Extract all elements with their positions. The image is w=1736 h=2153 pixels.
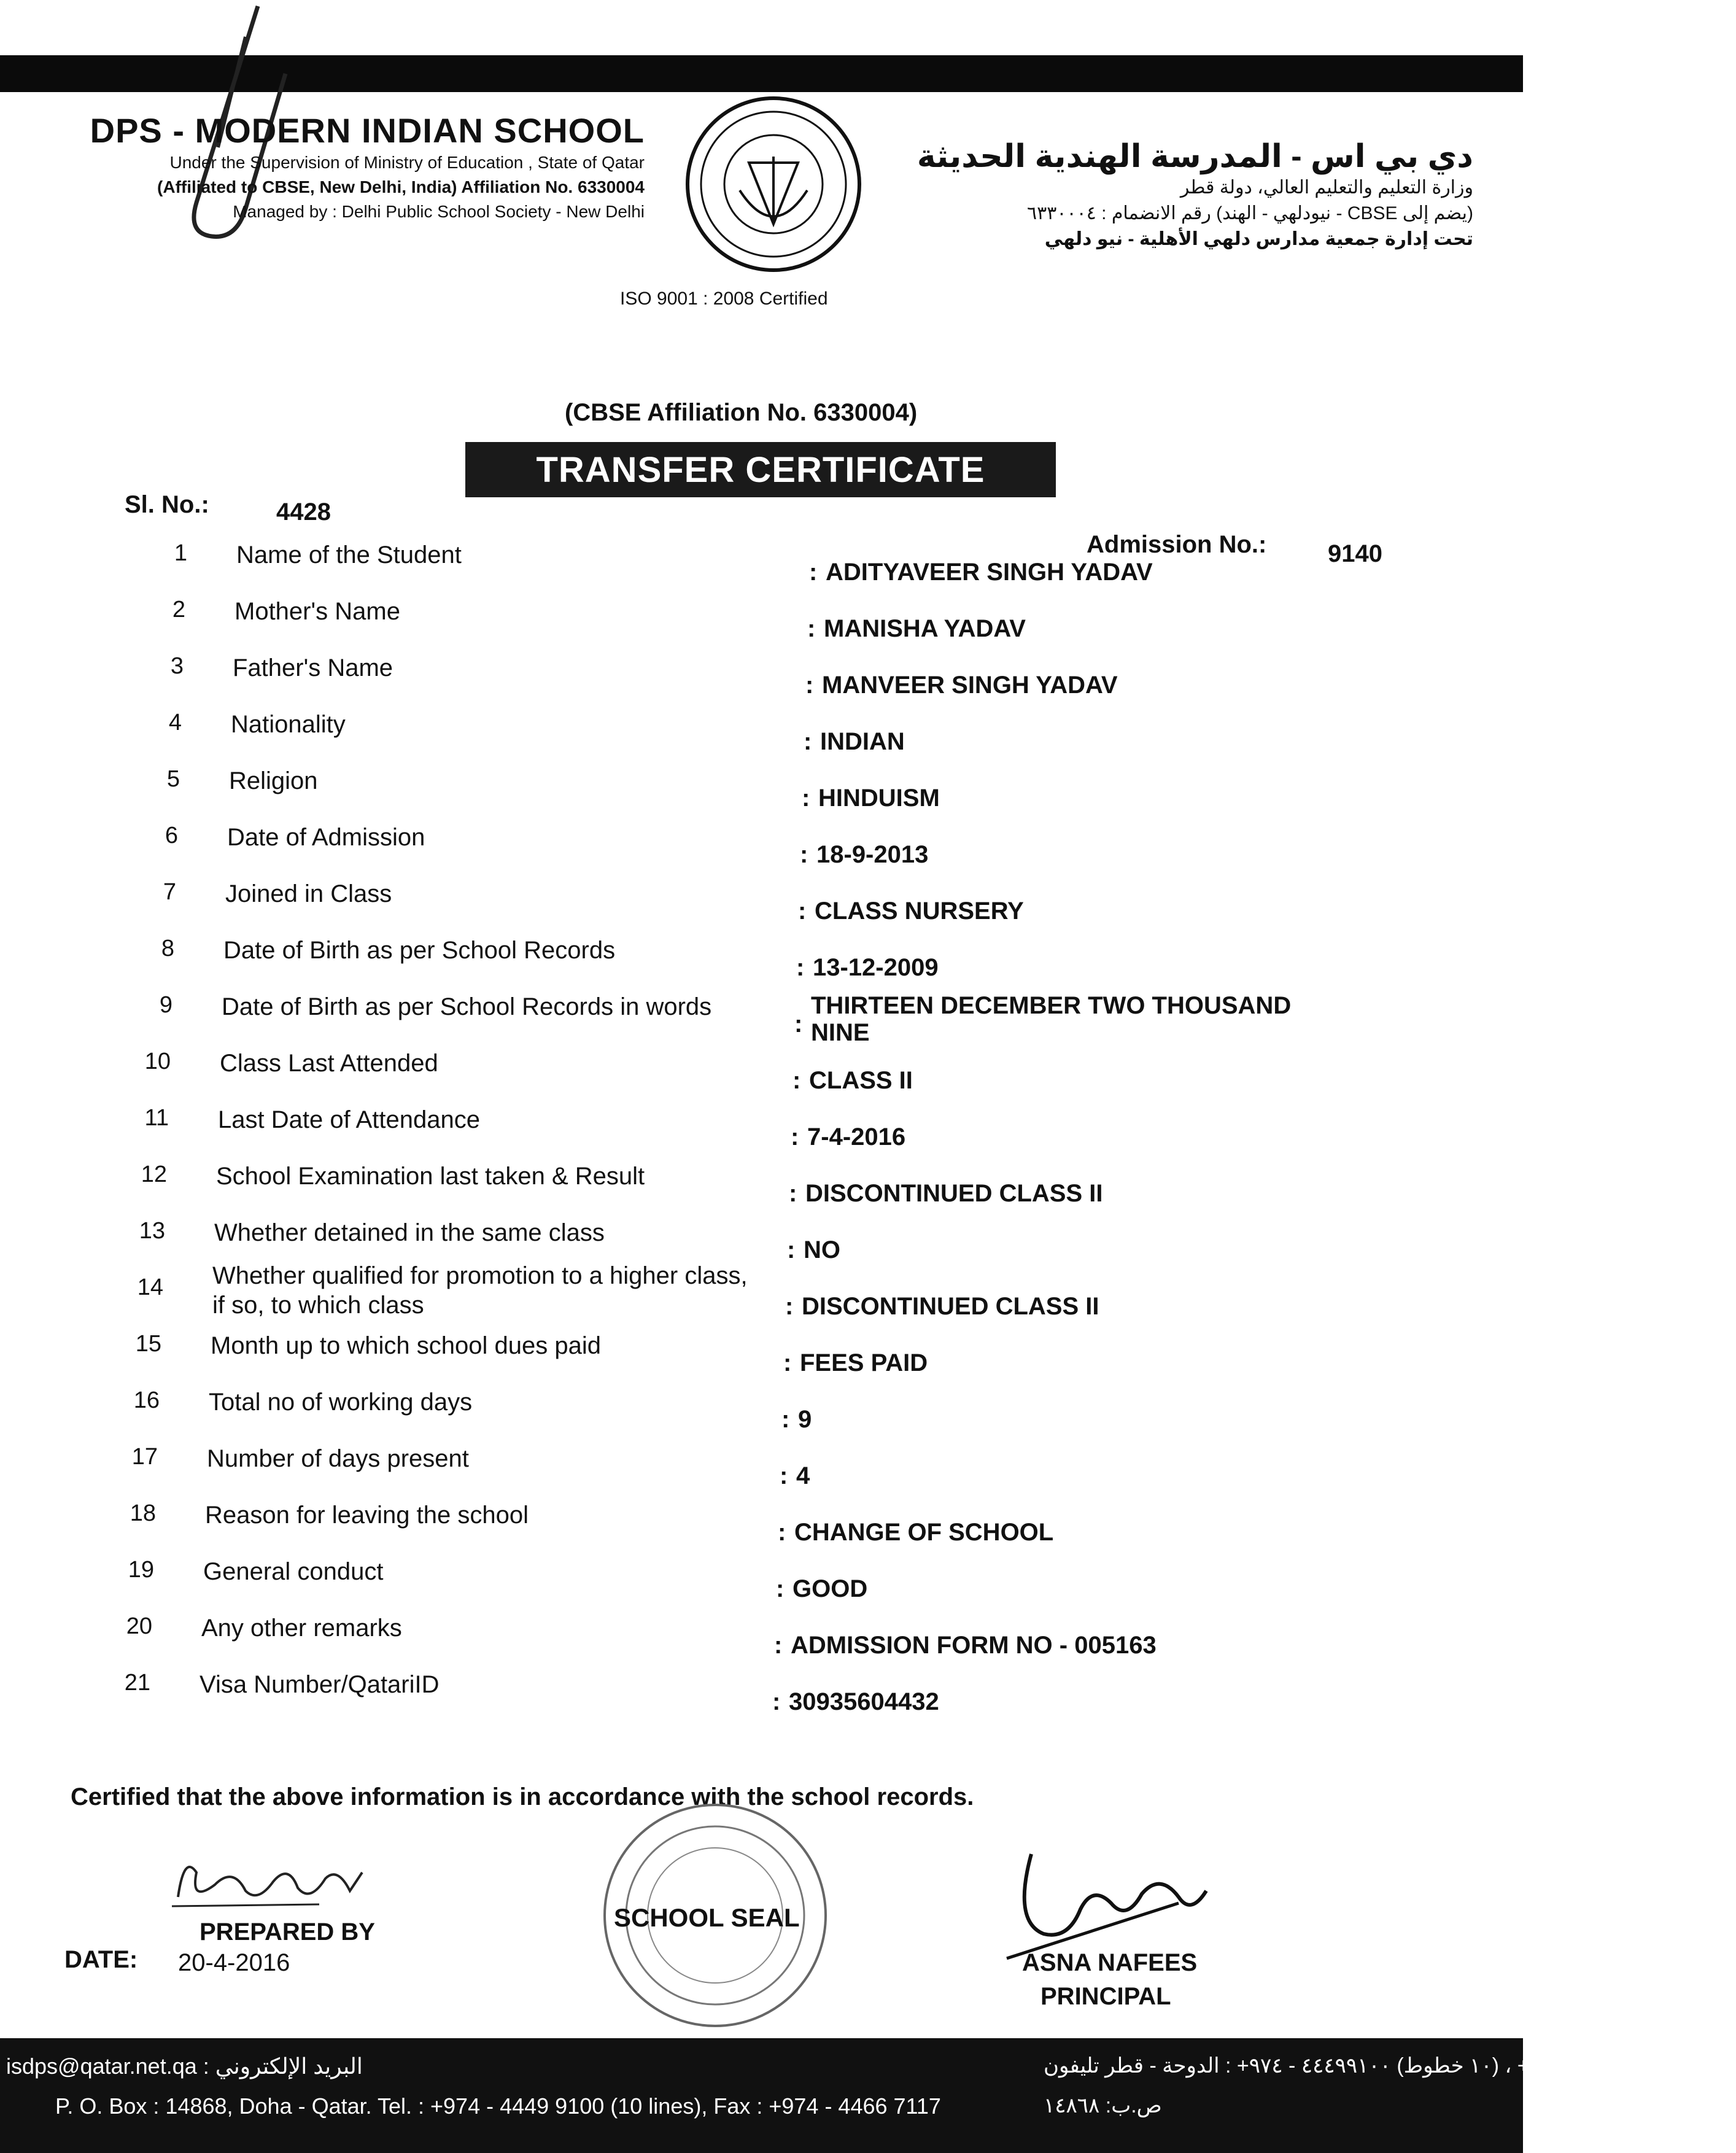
field-label: Date of Birth as per School Records — [223, 937, 616, 964]
table-row — [0, 879, 1523, 928]
row-number: 17 — [131, 1444, 158, 1470]
principal-name: ASNA NAFEES — [1022, 1949, 1198, 1976]
footer-address: P. O. Box : 14868, Doha - Qatar. Tel. : +974 - 4449 9100 (10 lines), Fax : +974 - 4466 7117 — [55, 2093, 941, 2119]
row-number: 19 — [128, 1557, 154, 1583]
table-row — [0, 1613, 1523, 1662]
field-separator: : — [807, 615, 816, 642]
field-value: THIRTEEN DECEMBER TWO THOUSAND NINE — [811, 992, 1292, 1046]
principal-title: PRINCIPAL — [1040, 1983, 1171, 2010]
school-seal-label: SCHOOL SEAL — [614, 1903, 800, 1932]
field-separator: : — [772, 1688, 781, 1715]
row-number: 18 — [130, 1500, 156, 1526]
field-value: DISCONTINUED CLASS II — [802, 1293, 1099, 1320]
field-separator: : — [780, 1462, 788, 1489]
field-separator: : — [781, 1406, 790, 1433]
row-number: 7 — [163, 879, 176, 905]
field-label: Reason for leaving the school — [205, 1502, 529, 1529]
field-separator: : — [783, 1349, 792, 1376]
row-number: 13 — [139, 1218, 165, 1244]
affiliation-ar: (يضم إلى CBSE - نيودلهي - الهند) رقم الانضمام : ٦٣٣٠٠٠٤ — [1027, 203, 1473, 223]
date-label: DATE: — [64, 1946, 138, 1973]
footer-po-ar: ص.ب: ١٤٨٦٨ — [1044, 2094, 1162, 2117]
field-separator: : — [792, 1067, 801, 1094]
table-row — [0, 1444, 1523, 1493]
field-separator: : — [785, 1293, 794, 1320]
field-separator: : — [794, 1011, 803, 1038]
table-row — [0, 1387, 1523, 1437]
field-value: DISCONTINUED CLASS II — [805, 1180, 1103, 1207]
field-label: Date of Birth as per School Records in words — [222, 993, 712, 1020]
school-logo-emblem — [681, 89, 866, 279]
field-label: Whether qualified for promotion to a higher class, if so, to which class — [212, 1262, 748, 1319]
row-number: 20 — [126, 1613, 152, 1639]
footer-bar — [0, 2038, 1736, 2153]
field-separator: : — [809, 559, 818, 586]
row-number: 15 — [135, 1331, 161, 1357]
field-separator: : — [778, 1519, 786, 1546]
table-row — [0, 1500, 1523, 1550]
field-label: Class Last Attended — [220, 1050, 438, 1077]
school-name-ar: دي بي اس - المدرسة الهندية الحديثة — [916, 139, 1473, 174]
table-row — [0, 710, 1523, 759]
table-row — [0, 1331, 1523, 1380]
serial-value: 4428 — [276, 498, 331, 526]
field-value: CLASS NURSERY — [815, 898, 1024, 925]
field-value: MANVEER SINGH YADAV — [822, 672, 1118, 699]
field-label: Last Date of Attendance — [218, 1106, 480, 1133]
field-label: Name of the Student — [236, 541, 462, 568]
field-label: Mother's Name — [234, 598, 400, 625]
field-value: FEES PAID — [800, 1349, 928, 1376]
table-row — [0, 823, 1523, 872]
table-row — [0, 936, 1523, 985]
field-label: Religion — [229, 767, 318, 794]
school-name-en: DPS - MODERN INDIAN SCHOOL — [90, 111, 645, 150]
row-number: 3 — [170, 653, 184, 679]
field-value: ADITYAVEER SINGH YADAV — [826, 559, 1153, 586]
field-separator: : — [776, 1575, 785, 1602]
page-title: TRANSFER CERTIFICATE — [465, 442, 1056, 497]
footer-email: isdps@qatar.net.qa : البريد الإلكتروني — [6, 2054, 363, 2079]
field-value: CHANGE OF SCHOOL — [794, 1519, 1054, 1546]
table-row — [0, 1557, 1523, 1606]
table-row — [0, 1105, 1523, 1154]
row-number: 5 — [166, 766, 180, 792]
row-number: 10 — [144, 1049, 171, 1074]
footer-fax-ar: فاكس: ٤٤٦٦٧١١٧ - ٩٧٤+ ، (١٠ خطوط) ٤٤٤٩٩١٠٠ - ٩٧٤+ : الدوحة - قطر تليفون — [1044, 2054, 1736, 2077]
row-number: 14 — [137, 1274, 163, 1300]
field-value: MANISHA YADAV — [824, 615, 1026, 642]
field-separator: : — [791, 1123, 799, 1150]
row-number: 8 — [161, 936, 174, 961]
prepared-by-label: PREPARED BY — [200, 1918, 375, 1945]
table-row — [0, 653, 1523, 702]
field-separator: : — [796, 954, 805, 981]
field-label: Month up to which school dues paid — [211, 1332, 601, 1359]
row-number: 9 — [159, 992, 172, 1018]
table-row — [0, 1218, 1523, 1267]
field-value: 9 — [798, 1406, 812, 1433]
field-value: INDIAN — [820, 728, 905, 755]
table-row — [0, 1262, 1523, 1324]
supervision-line: Under the Supervision of Ministry of Education , State of Qatar — [169, 153, 645, 172]
school-header-ar — [872, 138, 1473, 252]
field-value: 4 — [796, 1462, 810, 1489]
field-label: Visa Number/QatariID — [200, 1671, 440, 1698]
table-row — [0, 1049, 1523, 1098]
field-label: Total no of working days — [209, 1389, 473, 1416]
date-value: 20-4-2016 — [178, 1949, 290, 1976]
field-separator: : — [800, 841, 808, 868]
field-label: Number of days present — [207, 1445, 469, 1472]
field-value: CLASS II — [809, 1067, 913, 1094]
field-label: School Examination last taken & Result — [216, 1163, 645, 1190]
school-header-en — [68, 111, 645, 224]
field-value: GOOD — [792, 1575, 868, 1602]
managed-ar: تحت إدارة جمعية مدارس دلهي الأهلية - نيو دلهي — [1044, 229, 1473, 249]
row-number: 21 — [124, 1670, 150, 1696]
field-value: 30935604432 — [789, 1688, 939, 1715]
field-label: General conduct — [203, 1558, 384, 1585]
affiliation-line: (Affiliated to CBSE, New Delhi, India) Affiliation No. 6330004 — [157, 177, 645, 196]
row-number: 4 — [168, 710, 182, 735]
row-number: 12 — [141, 1162, 167, 1187]
table-row — [0, 1670, 1523, 1719]
field-value: 7-4-2016 — [807, 1123, 906, 1150]
prepared-signature — [166, 1848, 387, 1915]
serial-label: Sl. No.: — [125, 491, 209, 518]
table-row — [0, 1162, 1523, 1211]
field-label: Date of Admission — [227, 824, 425, 851]
field-label: Any other remarks — [201, 1615, 402, 1642]
row-number: 6 — [165, 823, 178, 848]
managed-by-line: Managed by : Delhi Public School Society - New Delhi — [233, 202, 645, 221]
field-separator: : — [774, 1632, 783, 1659]
table-row — [0, 992, 1523, 1046]
field-separator: : — [789, 1180, 797, 1207]
table-row — [0, 766, 1523, 815]
certification-statement: Certified that the above information is in accordance with the school records. — [71, 1783, 974, 1810]
field-value: 13-12-2009 — [813, 954, 939, 981]
field-label: Joined in Class — [225, 880, 392, 907]
field-separator: : — [787, 1236, 796, 1263]
field-label: Father's Name — [233, 654, 393, 681]
ministry-ar: وزارة التعليم والتعليم العالي، دولة قطر — [1180, 177, 1473, 198]
table-row — [0, 597, 1523, 646]
field-value: ADMISSION FORM NO - 005163 — [791, 1632, 1157, 1659]
row-number: 2 — [172, 597, 185, 623]
row-number: 16 — [133, 1387, 160, 1413]
field-separator: : — [798, 898, 807, 925]
field-separator: : — [805, 672, 814, 699]
admission-label: Admission No.: — [1087, 531, 1267, 558]
field-separator: : — [804, 728, 812, 755]
field-value: NO — [804, 1236, 840, 1263]
table-row — [0, 540, 1523, 589]
row-number: 11 — [144, 1105, 169, 1131]
field-separator: : — [802, 785, 810, 812]
field-value: 18-9-2013 — [816, 841, 929, 868]
admission-value: 9140 — [1328, 540, 1382, 567]
field-label: Whether detained in the same class — [214, 1219, 605, 1246]
iso-certification: ISO 9001 : 2008 Certified — [620, 289, 828, 309]
field-label: Nationality — [231, 711, 346, 738]
row-number: 1 — [174, 540, 187, 566]
field-value: HINDUISM — [818, 785, 940, 812]
cbse-affiliation: (CBSE Affiliation No. 6330004) — [565, 399, 918, 426]
